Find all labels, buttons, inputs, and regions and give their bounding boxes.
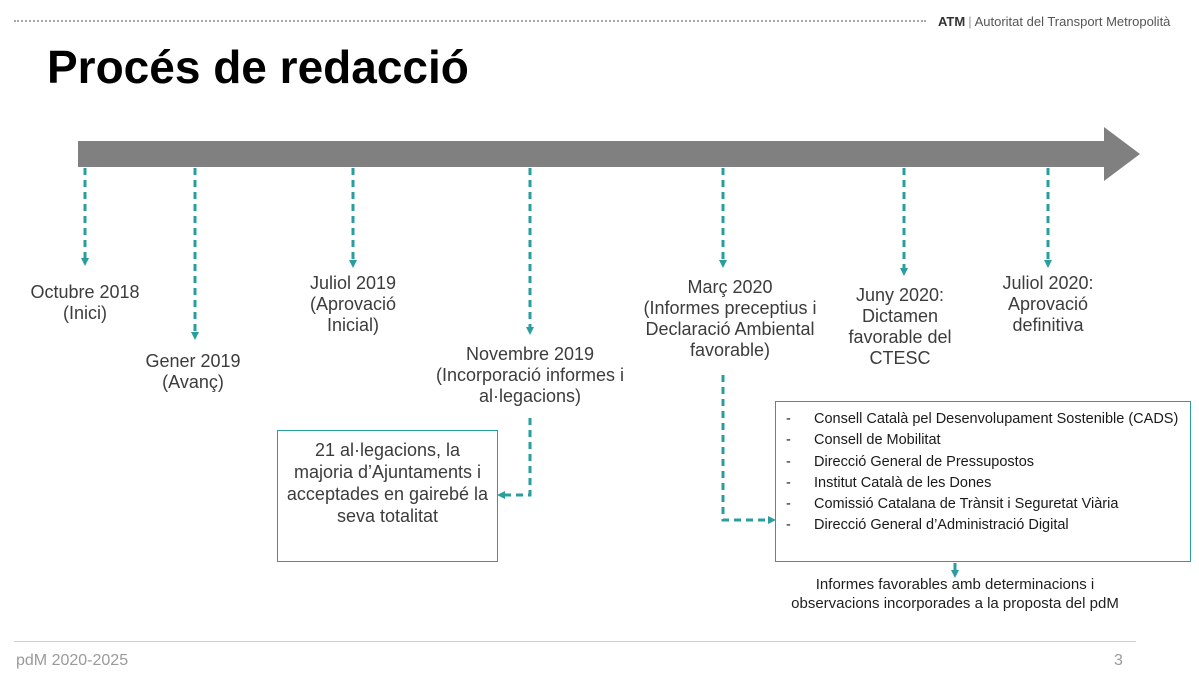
list-item <box>786 494 1182 515</box>
milestone-date: Gener 2019 <box>145 351 241 371</box>
list-item-text: Consell de Mobilitat <box>814 432 941 449</box>
milestone-date: Octubre 2018 <box>30 282 140 302</box>
milestone-jul-2019 <box>283 273 423 336</box>
timeline-arrow <box>78 127 1140 181</box>
milestone-desc: (Avanç) <box>162 372 224 392</box>
bullet-dash: - <box>786 474 791 491</box>
milestone-date: Juliol 2019 <box>309 273 397 293</box>
brand-acronym: ATM <box>938 14 966 29</box>
milestone-date: Juliol 2020: <box>1002 273 1094 293</box>
reports-note: Informes favorables amb determinacions i observacions incorporades a la proposta del pdM <box>791 576 1119 612</box>
milestone-desc: (Informes preceptius i Declaració Ambiental favorable) <box>643 298 817 360</box>
page-number: 3 <box>1114 652 1123 669</box>
milestone-desc: (Incorporació informes i al·legacions) <box>435 365 625 406</box>
milestone-gen-2019 <box>113 351 273 393</box>
milestone-oct-2018 <box>5 282 165 324</box>
slide-title: Procés de redacció <box>47 41 469 93</box>
milestone-date: Novembre 2019 <box>465 344 595 364</box>
list-item <box>786 473 1182 494</box>
footer-divider <box>14 641 1136 642</box>
bullet-dash: - <box>786 432 791 449</box>
connector-nov-to-allegations <box>501 418 530 495</box>
milestone-jun-2020 <box>834 285 966 369</box>
milestone-date: Març 2020 <box>687 277 773 297</box>
list-item-text: Comissió Catalana de Trànsit i Seguretat Viària <box>814 496 1119 513</box>
list-item <box>786 452 1182 473</box>
bullet-dash: - <box>786 453 791 470</box>
milestone-nov-2019 <box>415 344 645 407</box>
milestone-desc: Aprovació definitiva <box>1007 294 1089 335</box>
allegations-box: 21 al·legacions, la majoria d’Ajuntaments i acceptades en gairebé la seva totalitat <box>277 430 498 562</box>
list-item <box>786 430 1182 451</box>
reporting-bodies-list <box>786 409 1182 537</box>
milestone-jul-2020 <box>985 273 1111 336</box>
org-name: Autoritat del Transport Metropolità <box>974 14 1171 29</box>
bullet-dash: - <box>786 496 791 513</box>
header-logo: ATM | Autoritat del Transport Metropolità <box>938 14 1171 29</box>
milestone-desc: Dictamen favorable del CTESC <box>848 306 952 368</box>
list-item-text: Direcció General de Pressupostos <box>814 453 1035 470</box>
connector-mar-to-bodies <box>723 375 772 520</box>
milestone-mar-2020 <box>628 277 832 361</box>
milestone-date: Juny 2020: <box>855 285 945 305</box>
list-item-text: Direcció General d’Administració Digital <box>814 517 1069 534</box>
list-item <box>786 515 1182 536</box>
footer-doc-name: pdM 2020-2025 <box>16 652 129 669</box>
list-item-text: Consell Català pel Desenvolupament Sostenible (CADS) <box>814 411 1179 427</box>
list-item-text: Institut Català de les Dones <box>814 474 992 491</box>
milestone-desc: (Inici) <box>63 303 107 323</box>
bullet-dash: - <box>786 411 791 427</box>
list-item <box>786 409 1182 430</box>
milestone-desc: (Aprovació Inicial) <box>309 294 397 335</box>
reporting-bodies-box <box>775 401 1191 562</box>
bullet-dash: - <box>786 517 791 534</box>
